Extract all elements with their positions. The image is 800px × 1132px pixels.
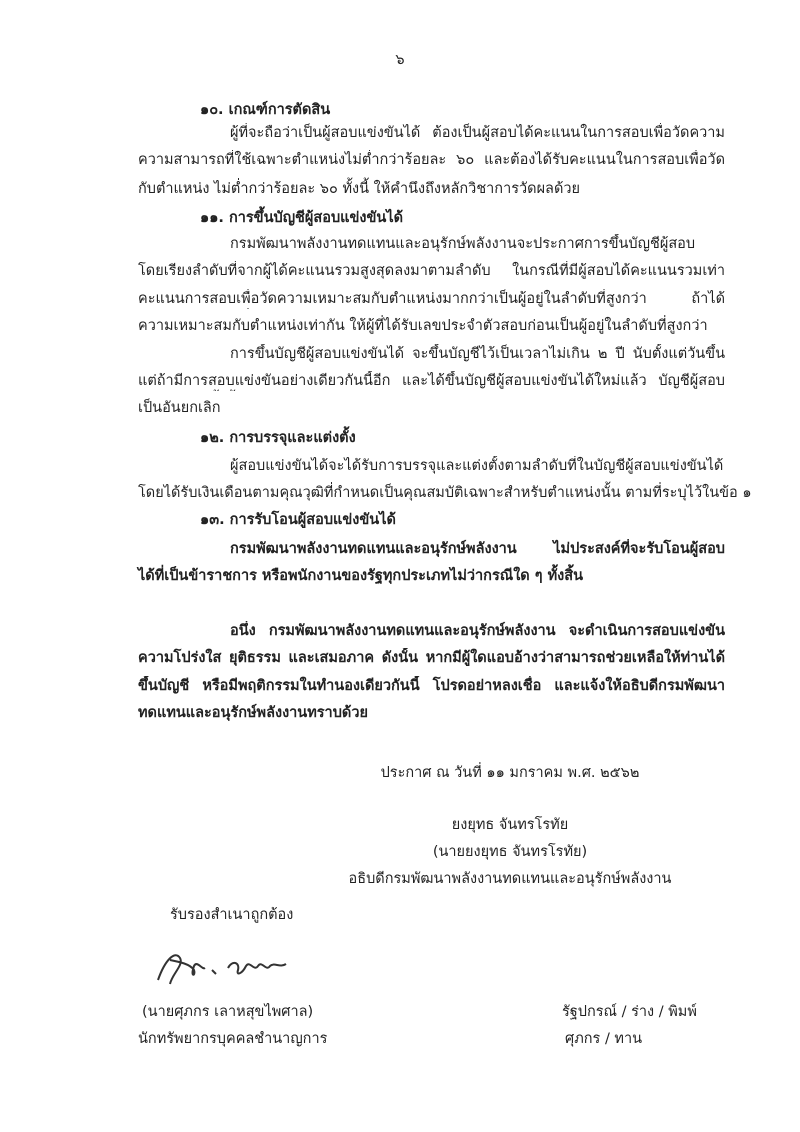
paragraph-line: แต่ถ้ามีการสอบแข่งขันอย่างเดียวกันนี้อีก และได้ขึ้นบัญชีผู้สอบแข่งขันได้ใหม่แล้ว บัญชีผู้สอบ <box>138 373 725 389</box>
reviewer-line: ศุภกร / ทาน <box>565 1031 643 1047</box>
paragraph-line: กรมพัฒนาพลังงานทดแทนและอนุรักษ์พลังงานจะประกาศการขึ้นบัญชีผู้สอบ <box>230 236 696 252</box>
section-heading: ๑๐. เกณฑ์การตัดสิน <box>200 102 331 118</box>
signatory-full-name: (นายยงยุทธ จันทรโรทัย) <box>432 844 588 860</box>
signatory-title: อธิบดีกรมพัฒนาพลังงานทดแทนและอนุรักษ์พลังงาน <box>348 871 672 887</box>
paragraph-line: ความสามารถที่ใช้เฉพาะตำแหน่งไม่ต่ำกว่าร้อยละ ๖๐ และต้องได้รับคะแนนในการสอบเพื่อวัด <box>138 152 725 168</box>
paragraph-line: ความเหมาะสมกับตำแหน่งเท่ากัน ให้ผู้ที่ได้รับเลขประจำตัวสอบก่อนเป็นผู้อยู่ในลำดับที่สูงกว่า <box>138 318 708 334</box>
page-number: ๖ <box>395 52 405 68</box>
typist-line: รัฐปกรณ์ / ร่าง / พิมพ์ <box>562 1004 697 1020</box>
paragraph-line: ผู้สอบแข่งขันได้จะได้รับการบรรจุและแต่งตั้งตามลำดับที่ในบัญชีผู้สอบแข่งขันได้ <box>230 458 724 474</box>
certifier-name: (นายศุภกร เลาหสุขไพศาล) <box>142 1004 314 1020</box>
paragraph-line: คะแนนการสอบเพื่อวัดความเหมาะสมกับตำแหน่งมากกว่าเป็นผู้อยู่ในลำดับที่สูงกว่า ถ้าได้ <box>138 291 725 307</box>
paragraph-line: โดยได้รับเงินเดือนตามคุณวุฒิที่กำหนดเป็นคุณสมบัติเฉพาะสำหรับตำแหน่งนั้น ตามที่ระบุไว้ในข้อ ๑ <box>138 485 752 501</box>
certifier-position: นักทรัพยากรบุคคลชำนาญการ <box>138 1031 328 1047</box>
paragraph-line: กับตำแหน่ง ไม่ต่ำกว่าร้อยละ ๖๐ ทั้งนี้ ให้คำนึงถึงหลักวิชาการวัดผลด้วย <box>138 181 581 197</box>
paragraph-line: ความโปร่งใส ยุติธรรม และเสมอภาค ดังนั้น หากมีผู้ใดแอบอ้างว่าสามารถช่วยเหลือให้ท่านได้ <box>138 650 725 666</box>
announcement-date: ประกาศ ณ วันที่ ๑๑ มกราคม พ.ศ. ๒๕๖๒ <box>380 765 640 781</box>
certified-copy-label: รับรองสำเนาถูกต้อง <box>170 907 294 923</box>
paragraph-line: ผู้ที่จะถือว่าเป็นผู้สอบแข่งขันได้ ต้องเป็นผู้สอบได้คะแนนในการสอบเพื่อวัดความ <box>230 125 725 141</box>
paragraph-line: เป็นอันยกเลิก <box>138 400 221 416</box>
paragraph-line: กรมพัฒนาพลังงานทดแทนและอนุรักษ์พลังงาน ไม่ประสงค์ที่จะรับโอนผู้สอบ <box>230 541 725 557</box>
signed-name: ยงยุทธ จันทรโรทัย <box>451 817 569 833</box>
section-heading: ๑๓. การรับโอนผู้สอบแข่งขันได้ <box>200 512 396 528</box>
section-heading: ๑๒. การบรรจุและแต่งตั้ง <box>200 430 356 446</box>
handwritten-signature <box>150 940 300 990</box>
paragraph-line: ขึ้นบัญชี หรือมีพฤติกรรมในทำนองเดียวกันนี้ โปรดอย่าหลงเชื่อ และแจ้งให้อธิบดีกรมพัฒนา <box>138 678 725 694</box>
paragraph-line: โดยเรียงลำดับที่จากผู้ได้คะแนนรวมสูงสุดลงมาตามลำดับ ในกรณีที่มีผู้สอบได้คะแนนรวมเท่า <box>138 263 725 279</box>
paragraph-line: ได้ที่เป็นข้าราชการ หรือพนักงานของรัฐทุกประเภทไม่ว่ากรณีใด ๆ ทั้งสิ้น <box>138 568 583 584</box>
paragraph-line: ทดแทนและอนุรักษ์พลังงานทราบด้วย <box>138 705 368 721</box>
paragraph-line: การขึ้นบัญชีผู้สอบแข่งขันได้ จะขึ้นบัญชีไว้เป็นเวลาไม่เกิน ๒ ปี นับตั้งแต่วันขึ้น <box>230 346 725 362</box>
paragraph-line: อนึ่ง กรมพัฒนาพลังงานทดแทนและอนุรักษ์พลังงาน จะดำเนินการสอบแข่งขัน <box>230 623 725 639</box>
section-heading: ๑๑. การขึ้นบัญชีผู้สอบแข่งขันได้ <box>200 210 404 226</box>
